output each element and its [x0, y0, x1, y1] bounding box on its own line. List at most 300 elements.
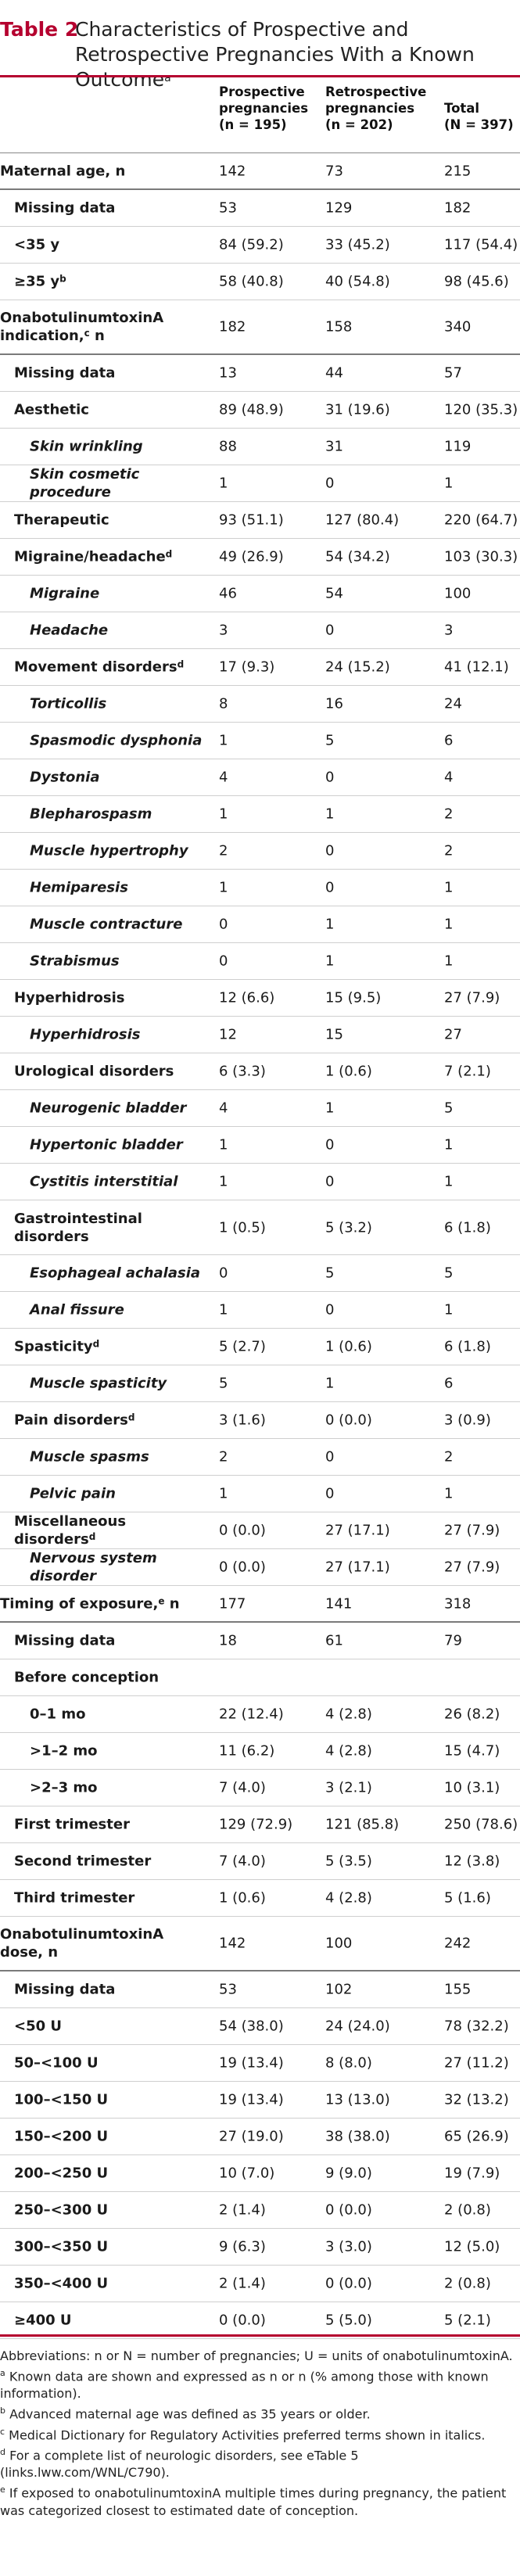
cell-prospective: 18 [219, 1632, 237, 1649]
table-row [0, 465, 520, 502]
row-label [30, 622, 217, 640]
table-title-footnote-mark: a [164, 72, 171, 84]
cell-total: 3 (0.9) [444, 1412, 491, 1429]
cell-total: 103 (30.3) [444, 548, 518, 565]
row-label-text: Third trimester [14, 1889, 135, 1907]
cell-retrospective: 8 (8.0) [325, 2054, 372, 2072]
cell-retrospective: 27 (17.1) [325, 1559, 390, 1576]
row-label-text: Missing data [14, 364, 116, 382]
row-label [14, 1669, 198, 1687]
cell-total: 27 (11.2) [444, 2054, 509, 2072]
row-label-text: 150–<200 U [14, 2128, 109, 2145]
row-label [14, 548, 198, 566]
row-label-text: ≥35 y [14, 273, 60, 290]
row-label [30, 1136, 217, 1154]
cell-prospective: 182 [219, 318, 246, 335]
table-row [0, 1806, 520, 1843]
table-row [0, 1917, 520, 1971]
table-row [0, 429, 520, 465]
cell-prospective: 9 (6.3) [219, 2238, 266, 2255]
row-label-text: Headache [30, 622, 109, 639]
cell-total: 2 [444, 805, 454, 823]
table-row [0, 612, 520, 649]
row-label [0, 162, 195, 180]
row-label [30, 1026, 217, 1044]
row-label [14, 2018, 198, 2036]
cell-retrospective: 24 (24.0) [325, 2018, 390, 2035]
row-label-suffix: n [164, 1595, 180, 1612]
row-label [14, 273, 198, 291]
cell-retrospective: 1 [325, 1100, 335, 1117]
cell-prospective: 17 (9.3) [219, 658, 275, 676]
row-label [14, 1981, 198, 1999]
footnote [0, 2424, 520, 2444]
cell-total: 12 (3.8) [444, 1853, 500, 1870]
row-label [14, 2165, 198, 2183]
cell-prospective: 2 (1.4) [219, 2275, 266, 2292]
footnote-text: Abbreviations: n or N = number of pregnancies; U = units of onabotulinumtoxinA. [0, 2348, 513, 2363]
cell-prospective: 0 (0.0) [219, 2312, 266, 2329]
cell-total: 100 [444, 585, 472, 602]
cell-prospective: 0 (0.0) [219, 1559, 266, 1576]
table-row [0, 1164, 520, 1200]
row-label-text: Skin cosmetic procedure [30, 466, 140, 500]
cell-total: 27 (7.9) [444, 1522, 500, 1539]
row-footnote-mark: d [165, 548, 173, 560]
row-label [14, 364, 198, 382]
row-label-text: Missing data [14, 1632, 116, 1649]
cell-total: 5 (1.6) [444, 1889, 491, 1907]
cell-total: 98 (45.6) [444, 273, 509, 290]
row-label [14, 199, 198, 217]
header-retrospective-line-1: Retrospective [325, 84, 427, 99]
cell-retrospective: 33 (45.2) [325, 236, 390, 253]
cell-prospective: 1 [219, 805, 228, 823]
footnote-text: For a complete list of neurologic disorders, see eTable 5 (links.lww.com/WNL/C790). [0, 2448, 359, 2481]
table-row [0, 943, 520, 980]
table-row [0, 153, 520, 190]
cell-total: 10 (3.1) [444, 1779, 500, 1796]
table-row [0, 1017, 520, 1053]
cell-retrospective: 31 (19.6) [325, 401, 390, 418]
row-label-text: Missing data [14, 199, 116, 217]
row-label-text: Maternal age, n [0, 163, 126, 179]
cell-retrospective: 0 [325, 1136, 335, 1153]
header-total-line-1: Total [444, 101, 480, 116]
row-label-text: Spasticity [14, 1338, 93, 1355]
table-row [0, 1053, 520, 1090]
row-label [14, 236, 198, 254]
table-row [0, 576, 520, 612]
table-row [0, 1971, 520, 2008]
cell-prospective: 0 (0.0) [219, 1522, 266, 1539]
row-label-text: Dystonia [30, 769, 100, 786]
row-label-text: OnabotulinumtoxinA dose, n [0, 1926, 164, 1961]
cell-prospective: 2 [219, 842, 228, 859]
cell-prospective: 4 [219, 1100, 228, 1117]
cell-prospective: 58 (40.8) [219, 273, 284, 290]
table-row [0, 190, 520, 227]
row-label-text: Torticollis [30, 695, 107, 712]
cell-prospective: 1 [219, 1173, 228, 1190]
row-label-text: Strabismus [30, 953, 120, 970]
row-label [30, 438, 217, 456]
cell-prospective: 177 [219, 1595, 246, 1612]
cell-total: 215 [444, 163, 472, 179]
row-label [30, 1485, 217, 1503]
row-label [14, 1063, 198, 1081]
table-row [0, 1843, 520, 1880]
footnote-mark: c [0, 2426, 5, 2437]
cell-retrospective: 1 (0.6) [325, 1338, 372, 1355]
table-row [0, 723, 520, 759]
cell-total: 24 [444, 695, 462, 712]
row-label-text: 0–1 mo [30, 1706, 86, 1723]
row-label [14, 1632, 198, 1650]
table-row [0, 870, 520, 906]
cell-retrospective: 102 [325, 1981, 353, 1998]
cell-total: 318 [444, 1595, 472, 1612]
table-row [0, 1696, 520, 1733]
cell-prospective: 53 [219, 1981, 237, 1998]
cell-prospective: 88 [219, 438, 237, 455]
row-label [14, 1889, 198, 1907]
cell-total: 65 (26.9) [444, 2128, 509, 2145]
cell-prospective: 6 (3.3) [219, 1063, 266, 1080]
table-row [0, 796, 520, 833]
cell-total: 78 (32.2) [444, 2018, 509, 2035]
cell-prospective: 19 (13.4) [219, 2054, 284, 2072]
cell-total: 1 [444, 1173, 454, 1190]
row-label-text: 100–<150 U [14, 2091, 109, 2108]
row-label-text: >2–3 mo [30, 1779, 98, 1796]
row-label [30, 695, 217, 713]
header-prospective-line-1: Prospective [219, 84, 305, 99]
row-label [30, 1742, 217, 1760]
cell-retrospective: 54 (34.2) [325, 548, 390, 565]
row-label [14, 989, 198, 1007]
cell-retrospective: 3 (2.1) [325, 1779, 372, 1796]
row-label [30, 1173, 217, 1191]
row-label-text: Pelvic pain [30, 1485, 116, 1502]
table-row [0, 264, 520, 300]
cell-total: 32 (13.2) [444, 2091, 509, 2108]
table-row [0, 2266, 520, 2302]
header-retrospective [325, 84, 426, 133]
cell-prospective: 5 [219, 1375, 228, 1392]
row-label-text: Muscle spasticity [30, 1375, 167, 1392]
cell-retrospective: 1 [325, 805, 335, 823]
cell-prospective: 2 [219, 1448, 228, 1466]
footnote-text: Advanced maternal age was defined as 35 years or older. [5, 2406, 371, 2422]
cell-prospective: 11 (6.2) [219, 1742, 275, 1760]
cell-total: 1 [444, 1485, 454, 1502]
row-label [30, 1706, 217, 1724]
table-row [0, 686, 520, 723]
row-label [14, 2312, 198, 2330]
cell-retrospective: 9 (9.0) [325, 2165, 372, 2182]
header-prospective [219, 84, 308, 133]
table-row [0, 1365, 520, 1402]
cell-retrospective: 0 [325, 1173, 335, 1190]
cell-total: 340 [444, 318, 472, 335]
table-row [0, 2045, 520, 2082]
header-prospective-line-2: pregnancies [219, 101, 309, 116]
row-label [30, 732, 217, 750]
cell-total: 7 (2.1) [444, 1063, 491, 1080]
cell-total: 4 [444, 769, 454, 786]
cell-total: 220 (64.7) [444, 511, 518, 529]
row-footnote-mark: c [84, 328, 90, 339]
cell-total: 242 [444, 1935, 472, 1952]
table-row [0, 1770, 520, 1806]
cell-retrospective: 1 [325, 953, 335, 970]
row-label [30, 1448, 217, 1466]
header-total [444, 100, 514, 133]
row-label-text: Muscle spasms [30, 1448, 149, 1466]
row-label-text: Cystitis interstitial [30, 1173, 178, 1190]
row-label [30, 1265, 217, 1283]
cell-retrospective: 3 (3.0) [325, 2238, 372, 2255]
row-label-text: Muscle hypertrophy [30, 842, 188, 859]
row-label [14, 1338, 198, 1356]
cell-retrospective: 31 [325, 438, 343, 455]
table-row [0, 1292, 520, 1329]
table-row [0, 2082, 520, 2119]
row-label-text: Therapeutic [14, 511, 109, 529]
row-label-text: OnabotulinumtoxinA indication, [0, 310, 164, 344]
cell-total: 1 [444, 1301, 454, 1318]
cell-total: 27 (7.9) [444, 989, 500, 1006]
cell-prospective: 84 (59.2) [219, 236, 284, 253]
row-label [30, 842, 217, 860]
row-label-text: Migraine [30, 585, 100, 602]
cell-total: 5 [444, 1100, 454, 1117]
cell-prospective: 1 [219, 475, 228, 492]
cell-prospective: 46 [219, 585, 237, 602]
cell-total: 119 [444, 438, 472, 455]
cell-total: 250 (78.6) [444, 1816, 518, 1833]
row-label-suffix: n [89, 328, 105, 344]
cell-retrospective: 0 (0.0) [325, 1412, 372, 1429]
table-row [0, 1402, 520, 1439]
table-row [0, 2008, 520, 2045]
row-label [14, 2128, 198, 2146]
cell-retrospective: 158 [325, 318, 353, 335]
row-label [30, 1375, 217, 1393]
cell-retrospective: 16 [325, 695, 343, 712]
cell-prospective: 93 (51.1) [219, 511, 284, 529]
footnote [0, 2348, 520, 2365]
cell-retrospective: 5 (5.0) [325, 2312, 372, 2329]
row-footnote-mark: d [127, 1412, 135, 1423]
row-label [14, 1210, 198, 1246]
table-row [0, 1090, 520, 1127]
row-label [14, 2091, 198, 2109]
cell-retrospective: 5 (3.5) [325, 1853, 372, 1870]
footnote [0, 2481, 520, 2519]
row-label-text: 200–<250 U [14, 2165, 109, 2182]
cell-retrospective: 5 [325, 732, 335, 749]
footnote-mark: d [0, 2446, 5, 2457]
table-row [0, 1255, 520, 1292]
cell-prospective: 12 [219, 1026, 237, 1043]
row-label-text: Aesthetic [14, 401, 89, 418]
cell-retrospective: 4 (2.8) [325, 1742, 372, 1760]
table-row [0, 1549, 520, 1586]
row-label [0, 1595, 195, 1613]
row-label-text: Gastrointestinal disorders [14, 1210, 142, 1245]
cell-prospective: 22 (12.4) [219, 1706, 284, 1723]
row-label [30, 916, 217, 934]
row-label-text: ≥400 U [14, 2312, 72, 2329]
cell-retrospective: 0 [325, 1485, 335, 1502]
row-label-text: Timing of exposure, [0, 1595, 159, 1612]
table-row [0, 1127, 520, 1164]
row-label [30, 1549, 217, 1585]
row-label-text: Second trimester [14, 1853, 152, 1870]
cell-retrospective: 0 [325, 1448, 335, 1466]
cell-retrospective: 4 (2.8) [325, 1889, 372, 1907]
table-row [0, 355, 520, 392]
footnote-mark: b [0, 2406, 5, 2416]
table-title-text: Characteristics of Prospective and Retrospective Pregnancies With a Known Outcome [75, 18, 475, 91]
row-footnote-mark: d [92, 1338, 100, 1350]
cell-prospective: 1 (0.5) [219, 1219, 266, 1236]
cell-prospective: 1 (0.6) [219, 1889, 266, 1907]
cell-total: 57 [444, 364, 462, 382]
cell-prospective: 2 (1.4) [219, 2201, 266, 2219]
row-footnote-mark: d [88, 1531, 96, 1542]
cell-retrospective: 1 (0.6) [325, 1063, 372, 1080]
cell-retrospective: 13 (13.0) [325, 2091, 390, 2108]
footnote [0, 2444, 520, 2481]
cell-total: 27 (7.9) [444, 1559, 500, 1576]
cell-retrospective: 0 [325, 879, 335, 896]
cell-total: 15 (4.7) [444, 1742, 500, 1760]
row-label-text: >1–2 mo [30, 1742, 98, 1760]
cell-total: 117 (54.4) [444, 236, 518, 253]
row-label [14, 511, 198, 529]
cell-retrospective: 0 [325, 1301, 335, 1318]
cell-retrospective: 0 (0.0) [325, 2275, 372, 2292]
cell-retrospective: 24 (15.2) [325, 658, 390, 676]
table-row [0, 502, 520, 539]
cell-retrospective: 0 [325, 622, 335, 639]
row-label [14, 1412, 198, 1430]
cell-prospective: 13 [219, 364, 237, 382]
cell-total: 1 [444, 916, 454, 933]
table-row [0, 300, 520, 355]
row-label-text: Spasmodic dysphonia [30, 732, 203, 749]
row-label-text: <35 y [14, 236, 60, 253]
cell-prospective: 1 [219, 732, 228, 749]
cell-retrospective: 15 (9.5) [325, 989, 382, 1006]
cell-total: 2 [444, 842, 454, 859]
cell-prospective: 54 (38.0) [219, 2018, 284, 2035]
row-label [30, 1100, 217, 1118]
row-label [30, 465, 217, 501]
cell-prospective: 142 [219, 1935, 246, 1952]
cell-retrospective: 54 [325, 585, 343, 602]
table-row [0, 1200, 520, 1255]
cell-prospective: 5 (2.7) [219, 1338, 266, 1355]
row-label [30, 805, 217, 823]
cell-retrospective: 5 [325, 1265, 335, 1282]
cell-total: 1 [444, 475, 454, 492]
cell-retrospective: 38 (38.0) [325, 2128, 390, 2145]
row-label [14, 1816, 198, 1834]
cell-retrospective: 0 [325, 769, 335, 786]
row-label [14, 2054, 198, 2072]
cell-prospective: 1 [219, 879, 228, 896]
cell-total: 1 [444, 953, 454, 970]
table-row [0, 227, 520, 264]
cell-retrospective: 127 (80.4) [325, 511, 400, 529]
footnote [0, 2402, 520, 2423]
table-row [0, 833, 520, 870]
cell-retrospective: 0 [325, 842, 335, 859]
row-label-text: Migraine/headache [14, 548, 166, 565]
row-label-text: Neurogenic bladder [30, 1100, 187, 1117]
row-label [14, 1512, 198, 1548]
row-label-text: 250–<300 U [14, 2201, 109, 2219]
table-row [0, 1329, 520, 1365]
footnote [0, 2365, 520, 2402]
table-row [0, 1623, 520, 1659]
table-row [0, 1512, 520, 1549]
table-row [0, 1439, 520, 1476]
row-footnote-mark: b [59, 273, 66, 285]
table-row [0, 392, 520, 429]
cell-total: 182 [444, 199, 472, 217]
cell-total: 26 (8.2) [444, 1706, 500, 1723]
cell-retrospective: 1 [325, 1375, 335, 1392]
table-label: Table 2 [0, 18, 79, 41]
cell-total: 5 (2.1) [444, 2312, 491, 2329]
header-retrospective-line-3: (n = 202) [325, 117, 393, 132]
cell-total: 120 (35.3) [444, 401, 518, 418]
cell-total: 27 [444, 1026, 462, 1043]
cell-total: 1 [444, 879, 454, 896]
row-label [14, 401, 198, 419]
row-label [14, 1853, 198, 1871]
cell-total: 6 [444, 732, 454, 749]
row-label-text: Urological disorders [14, 1063, 174, 1080]
table-row [0, 539, 520, 576]
footnote-text: If exposed to onabotulinumtoxinA multiple times during pregnancy, the patient was categorized closest to estimated date of conception. [0, 2485, 507, 2518]
header-prospective-line-3: (n = 195) [219, 117, 287, 132]
cell-retrospective: 4 (2.8) [325, 1706, 372, 1723]
row-label-text: Movement disorders [14, 658, 178, 676]
table-row [0, 1880, 520, 1917]
cell-prospective: 3 (1.6) [219, 1412, 266, 1429]
row-label-text: Hyperhidrosis [14, 989, 125, 1006]
cell-retrospective: 73 [325, 163, 343, 179]
row-label-text: Esophageal achalasia [30, 1265, 201, 1282]
cell-retrospective: 61 [325, 1632, 343, 1649]
footnote-text: Medical Dictionary for Regulatory Activities preferred terms shown in italics. [5, 2427, 486, 2442]
cell-retrospective: 0 [325, 475, 335, 492]
footnote-mark: e [0, 2485, 5, 2495]
row-label-text: Muscle contracture [30, 916, 183, 933]
table-row [0, 2119, 520, 2155]
row-label [14, 2201, 198, 2219]
row-label-text: Hyperhidrosis [30, 1026, 141, 1043]
row-label [30, 769, 217, 787]
cell-prospective: 19 (13.4) [219, 2091, 284, 2108]
row-label-text: Hypertonic bladder [30, 1136, 183, 1153]
